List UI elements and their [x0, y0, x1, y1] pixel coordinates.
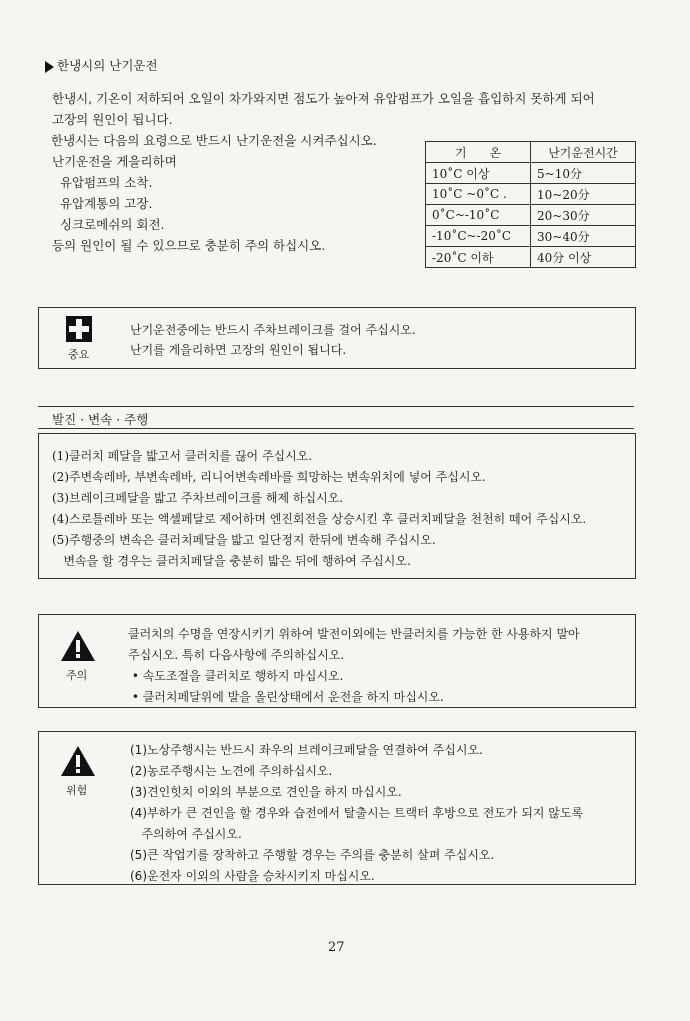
danger-triangle-icon	[60, 745, 96, 777]
important-note-text	[130, 320, 416, 360]
drive-step: (5)주행중의 변속은 클러치페달을 밟고 일단정지 한뒤에 변속해 주십시오.	[52, 533, 436, 547]
caution-line: 주십시오. 특히 다음사항에 주의하십시오.	[128, 648, 345, 662]
danger-label: 위험	[66, 784, 88, 797]
intro-line: 싱크로메쉬의 회전.	[52, 217, 165, 232]
table-cell: 0˚C~-10˚C	[426, 205, 531, 226]
table-header-temp: 기 온	[426, 142, 531, 163]
table-cell: 5~10分	[531, 163, 636, 184]
note-line: 난기를 게을리하면 고장의 원인이 됩니다.	[130, 343, 347, 357]
table-cell: 30~40分	[531, 226, 636, 247]
table-cell: 10~20分	[531, 184, 636, 205]
intro-line: 한냉시는 다음의 요령으로 반드시 난기운전을 시켜주십시오.	[51, 133, 377, 148]
drive-step: (3)브레이크페달을 밟고 주차브레이크를 해제 하십시오.	[52, 491, 344, 505]
caution-line: • 클러치페달위에 발을 올린상태에서 운전을 하지 마십시오.	[128, 690, 444, 704]
drive-step: (1)클러치 페달을 밟고서 클러치를 끊어 주십시오.	[52, 449, 313, 463]
danger-line: (3)견인힛치 이외의 부분으로 견인을 하지 마십시오.	[130, 785, 402, 799]
note-line: 난기운전중에는 반드시 주차브레이크를 걸어 주십시오.	[130, 323, 416, 337]
warning-triangle-icon	[60, 630, 96, 662]
table-row	[426, 226, 636, 247]
important-label: 중요	[68, 348, 90, 361]
caution-text	[128, 624, 580, 708]
caution-line: 클러치의 수명을 연장시키기 위하여 발전이외에는 반클러치를 가능한 한 사용하지 말아	[128, 627, 580, 641]
table-row	[426, 184, 636, 205]
danger-line: (4)부하가 큰 견인을 할 경우와 습전에서 탈출시는 트랙터 후방으로 전도가 되지 않도록	[130, 806, 584, 820]
table-row	[426, 247, 636, 268]
intro-line: 유압계통의 고장.	[52, 196, 153, 211]
table-cell: -20˚C 이하	[426, 247, 531, 268]
divider	[38, 428, 634, 429]
table-header-row	[426, 142, 636, 163]
drive-section-title: 발진 · 변속 · 주행	[52, 412, 149, 427]
drive-step: 변속을 할 경우는 클러치페달을 충분히 밟은 뒤에 행하여 주십시오.	[52, 554, 411, 568]
intro-line: 난기운전을 게을리하며	[52, 154, 177, 169]
danger-line: (1)노상주행시는 반드시 좌우의 브레이크페달을 연결하여 주십시오.	[130, 743, 483, 757]
caution-line: • 속도조절을 클러치로 행하지 마십시오.	[128, 669, 344, 683]
intro-line: 등의 원인이 될 수 있으므로 충분히 주의 하십시오.	[52, 238, 326, 253]
important-cross-icon	[66, 316, 92, 342]
danger-line: (5)큰 작업기를 장착하고 주행할 경우는 주의를 충분히 살펴 주십시오.	[130, 848, 495, 862]
intro-line: 고장의 원인이 됩니다.	[52, 112, 173, 127]
drive-step: (2)주변속레바, 부변속레바, 리니어변속레바를 희망하는 변속위치에 넣어 주십시오.	[52, 470, 486, 484]
triangle-bullet-icon	[45, 61, 54, 73]
table-header-time: 난기운전시간	[531, 142, 636, 163]
warmup-time-table	[425, 141, 636, 268]
danger-line: (6)운전자 이외의 사람을 승차시키지 마십시오.	[130, 869, 375, 883]
table-cell: 20~30分	[531, 205, 636, 226]
divider	[38, 406, 634, 407]
drive-step: (4)스로틀레바 또는 액셀페달로 제어하며 엔진회전을 상승시킨 후 클러치페달을 천천히 떼어 주십시오.	[52, 512, 587, 526]
section-title	[45, 56, 158, 74]
table-cell: 40分 이상	[531, 247, 636, 268]
table-row	[426, 205, 636, 226]
table-cell: 10˚C 이상	[426, 163, 531, 184]
intro-line: 유압펌프의 소착.	[52, 175, 153, 190]
table-cell: -10˚C~-20˚C	[426, 226, 531, 247]
caution-label: 주의	[66, 669, 88, 682]
intro-line: 한냉시, 기온이 저하되어 오일이 차가와지면 점도가 높아져 유압펌프가 오일을 흡입하지 못하게 되어	[52, 91, 595, 106]
danger-line: (2)농로주행시는 노견에 주의하십시오.	[130, 764, 333, 778]
table-cell: 10˚C ~0˚C .	[426, 184, 531, 205]
danger-text	[130, 740, 583, 887]
drive-instructions	[52, 446, 586, 572]
page-number: 27	[328, 940, 345, 955]
table-row	[426, 163, 636, 184]
danger-line: 주의하여 주십시오.	[130, 827, 242, 841]
section-title-text: 한냉시의 난기운전	[57, 58, 158, 73]
